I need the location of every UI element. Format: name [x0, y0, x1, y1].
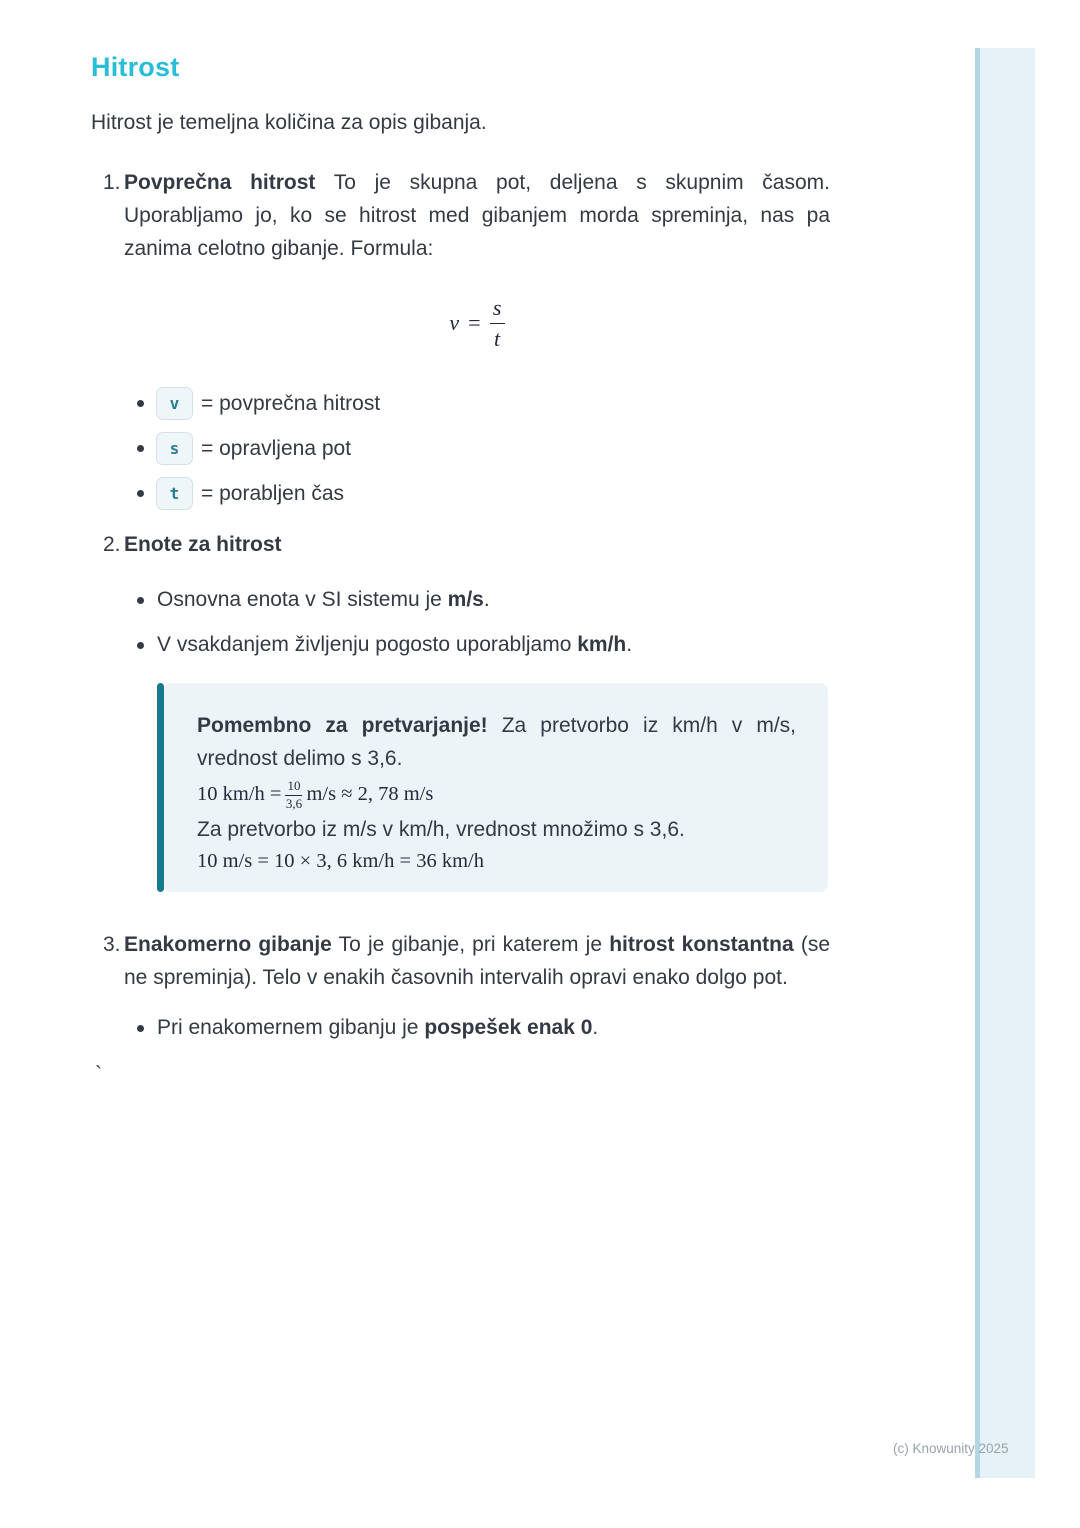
variable-badge-s: s	[156, 432, 193, 465]
math-line-ms-to-kmh: 10 m/s = 10 × 3, 6 km/h = 36 km/h	[197, 850, 484, 872]
variable-definition: = opravljena pot	[201, 436, 352, 460]
fraction-bar	[490, 323, 505, 324]
item-body	[124, 166, 830, 265]
side-stripe	[975, 48, 1035, 1478]
bullet-text-post: .	[592, 1016, 599, 1039]
footer-credit: (c) Knowunity 2025	[893, 1441, 1009, 1456]
bullet-text-pre: Pri enakomernem gibanju je	[157, 1016, 425, 1039]
item3-bold-2: hitrost konstantna	[609, 933, 794, 956]
variable-row-t	[137, 476, 830, 510]
item3-lead-bold: Enakomerno gibanje	[124, 933, 332, 956]
bullet-text	[157, 588, 490, 612]
variable-badge-v: v	[156, 387, 193, 420]
variable-definition: = porabljen čas	[201, 481, 345, 505]
formula-row	[124, 295, 830, 351]
callout-body	[164, 683, 828, 892]
velocity-formula	[449, 294, 504, 351]
bullet-text	[157, 1016, 598, 1040]
bullet-item-everyday-unit	[137, 633, 830, 657]
callout-text-2: Za pretvorbo iz m/s v km/h, vrednost množimo s 3,6.	[197, 818, 685, 841]
callout-lead-text: Za pretvorbo iz km/h v m/s, vrednost delimo s 3,6.	[197, 714, 796, 770]
variables-list	[91, 386, 830, 510]
variable-row-s	[137, 431, 830, 465]
bullet-dot	[137, 597, 144, 604]
item-number: 1.	[103, 171, 121, 194]
formula-numerator: s	[492, 294, 502, 320]
intro-paragraph: Hitrost je temeljna količina za opis gibanja.	[91, 111, 487, 134]
bullet-text-post: .	[626, 633, 633, 656]
item2-heading: Enote za hitrost	[124, 533, 282, 556]
document-page	[91, 0, 830, 1087]
item1-text: To je skupna pot, deljena s skupnim časom. Uporabljamo jo, ko se hitrost med gibanjem morda spreminja, nas pa zanima celotno gibanje. Formula:	[124, 171, 830, 260]
bullet-dot	[137, 490, 144, 497]
formula-lhs: v	[449, 310, 460, 335]
numbered-item-3	[91, 928, 830, 994]
formula-equals: =	[468, 310, 481, 335]
bullet-item-acceleration	[137, 1016, 830, 1040]
numbered-item-2	[91, 533, 830, 557]
callout-accent-bar	[157, 683, 164, 892]
bullet-dot	[137, 1025, 144, 1032]
item-number: 3.	[103, 933, 121, 956]
bullet-item-si-unit	[137, 588, 830, 612]
formula-fraction	[490, 294, 505, 351]
item3-text-1: To je gibanje, pri katerem je	[331, 933, 610, 956]
item-number: 2.	[103, 533, 121, 556]
bullet-dot	[137, 400, 144, 407]
fraction-numerator: 10	[285, 779, 302, 796]
callout-lead	[197, 709, 796, 775]
fraction-denominator: 3,6	[285, 795, 303, 811]
stray-backtick: `	[95, 1063, 102, 1086]
bullet-text-pre: Osnovna enota v SI sistemu je	[157, 588, 448, 611]
conversion-callout	[157, 683, 828, 892]
bullet-text-bold: pospešek enak 0	[424, 1016, 593, 1039]
bullet-text-bold: km/h	[577, 633, 627, 656]
variable-badge-t: t	[156, 477, 193, 510]
numbered-item-1	[91, 166, 830, 265]
page-title: Hitrost	[91, 52, 180, 82]
item-body	[124, 928, 830, 994]
item1-lead-bold: Povprečna hitrost	[124, 171, 316, 194]
math-pre: 10 km/h =	[197, 782, 282, 805]
callout-lead-bold: Pomembno za pretvarjanje!	[197, 714, 488, 737]
bullet-text	[157, 633, 632, 657]
variable-definition: = povprečna hitrost	[201, 391, 381, 415]
bullet-dot	[137, 642, 144, 649]
math-post: m/s ≈ 2, 78 m/s	[306, 782, 434, 805]
bullet-dot	[137, 445, 144, 452]
item3-text-2: (se ne spreminja). Telo v enakih časovnih intervalih opravi enako dolgo pot.	[124, 933, 831, 989]
bullet-text-pre: V vsakdanjem življenju pogosto uporabljamo	[157, 633, 578, 656]
variable-row-v	[137, 386, 830, 420]
math-line-kmh-to-ms	[197, 775, 796, 813]
bullet-text-post: .	[483, 588, 490, 611]
bullet-text-bold: m/s	[447, 588, 484, 611]
inline-fraction	[285, 779, 302, 812]
formula-denominator: t	[494, 325, 501, 351]
